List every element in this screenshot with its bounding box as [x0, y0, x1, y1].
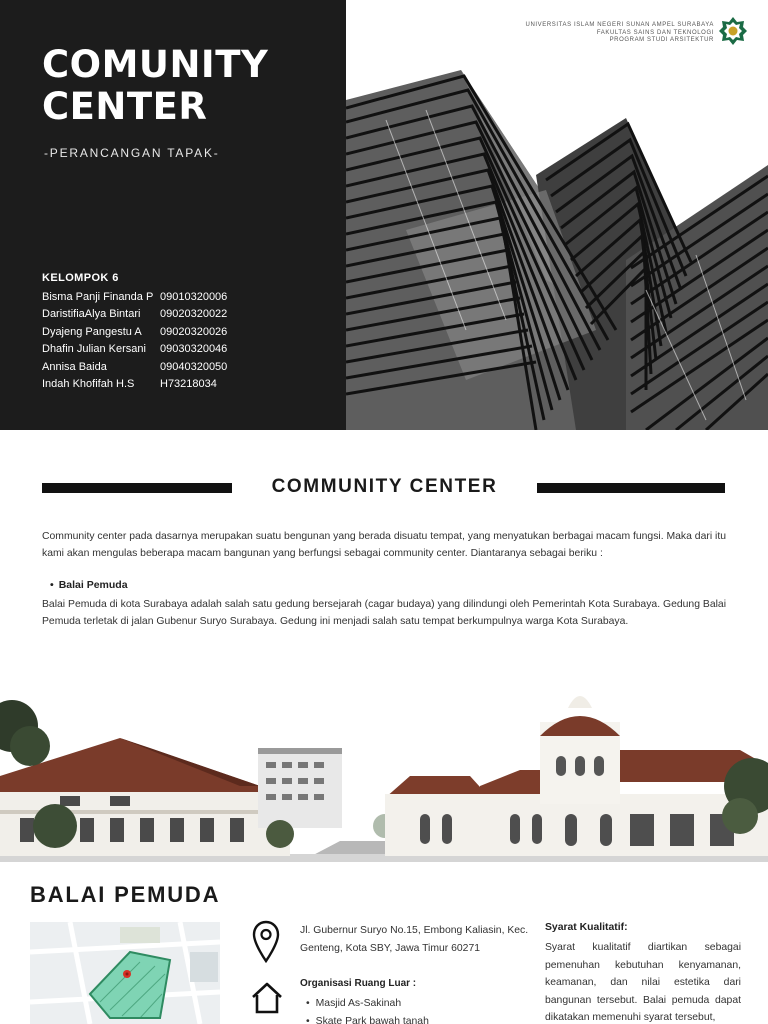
- hero-dark-panel: [0, 0, 346, 430]
- member-name: Bisma Panji Finanda P: [42, 291, 154, 303]
- university-label: [526, 22, 714, 45]
- qualitative-requirement-text: Syarat kualitatif diartikan sebagai pemenuhan kebutuhan kenyamanan, keamanan, dan nilai estetika dari bangunan tersebut. Balai pemuda dapat dikatakan memenuhi syarat tersebut,: [545, 942, 741, 1024]
- outdoor-organization-list: [306, 995, 429, 1024]
- university-logo-icon: [718, 16, 748, 46]
- member-nim: 09020320022: [160, 308, 228, 321]
- address-text: Jl. Gubernur Suryo No.15, Embong Kaliasin, Kec. Genteng, Kota SBY, Jawa Timur 60271: [300, 925, 529, 954]
- member-list: [42, 289, 227, 393]
- member-row: [42, 306, 227, 323]
- intro-paragraph: Community center pada dasarnya merupakan suatu bengunan yang berada disuatu tempat, yang menyatukan berbagai macam fungsi. Maka dari itu kami akan mengulas beberapa macam bangunan yang berfungsi sebagai community center. Diantaranya sebagai beriku :: [42, 531, 726, 559]
- member-row: [42, 341, 227, 358]
- faculty-name: FAKULTAS SAINS DAN TEKNOLOGI: [596, 29, 714, 36]
- page-title: [42, 44, 332, 128]
- member-nim: 09030320046: [160, 343, 228, 356]
- location-map[interactable]: [30, 922, 220, 1024]
- member-name: Annisa Baida: [42, 360, 107, 373]
- skyscraper-image: [346, 0, 768, 430]
- qualitative-requirement-title: Syarat Kualitatif:: [545, 922, 628, 933]
- member-row: [42, 376, 227, 393]
- bullet-heading: • Balai Pemuda: [50, 579, 128, 591]
- building-panorama-image: [0, 686, 768, 862]
- balai-pemuda-title: BALAI PEMUDA: [30, 882, 221, 907]
- balai-pemuda-photo: [0, 686, 768, 862]
- member-name: Indah Khofifah H.S: [42, 378, 135, 391]
- home-icon: [250, 980, 284, 1014]
- member-nim: 09020320026: [160, 325, 228, 338]
- section-title: COMMUNITY CENTER: [271, 476, 498, 497]
- title-line-1: COMUNITY: [42, 43, 269, 86]
- group-title: KELOMPOK 6: [42, 272, 119, 284]
- balai-description: Balai Pemuda di kota Surabaya adalah salah satu gedung bersejarah (cagar budaya) yang dilindungi oleh Pemerintah Kota Surabaya. Gedung Balai Pemuda terletak di jalan Gubenur Suryo Surabaya. Gedung ini menjadi salah satu tempat berkumpulnya warga Kota Surabaya.: [42, 599, 726, 627]
- hero-section: [0, 0, 768, 430]
- list-item: • Masjid As-Sakinah: [306, 995, 429, 1013]
- site-map-image: [30, 922, 220, 1024]
- member-nim: 09040320050: [160, 360, 228, 373]
- section-heading: [0, 470, 768, 504]
- heading-bar-right: [537, 483, 725, 493]
- member-name: Dyajeng Pangestu A: [42, 325, 142, 338]
- member-row: [42, 289, 227, 306]
- program-name: PROGRAM STUDI ARSITEKTUR: [609, 37, 714, 44]
- member-name: Dhafin Julian Kersani: [42, 343, 146, 356]
- location-pin-icon: [252, 920, 280, 964]
- outdoor-organization-title: Organisasi Ruang Luar :: [300, 978, 417, 989]
- member-nim: 09010320006: [160, 291, 228, 303]
- member-nim: H73218034: [160, 378, 217, 391]
- member-row: [42, 324, 227, 341]
- heading-bar-left: [42, 483, 232, 493]
- building-photo: [346, 0, 768, 430]
- page-subtitle: -PERANCANGAN TAPAK-: [44, 146, 220, 160]
- member-row: [42, 359, 227, 376]
- university-name: UNIVERSITAS ISLAM NEGERI SUNAN AMPEL SURABAYA: [525, 22, 714, 28]
- member-name: DaristifiaAlya Bintari: [42, 308, 141, 321]
- title-line-2: CENTER: [42, 85, 208, 128]
- list-item: • Skate Park bawah tanah: [306, 1013, 429, 1024]
